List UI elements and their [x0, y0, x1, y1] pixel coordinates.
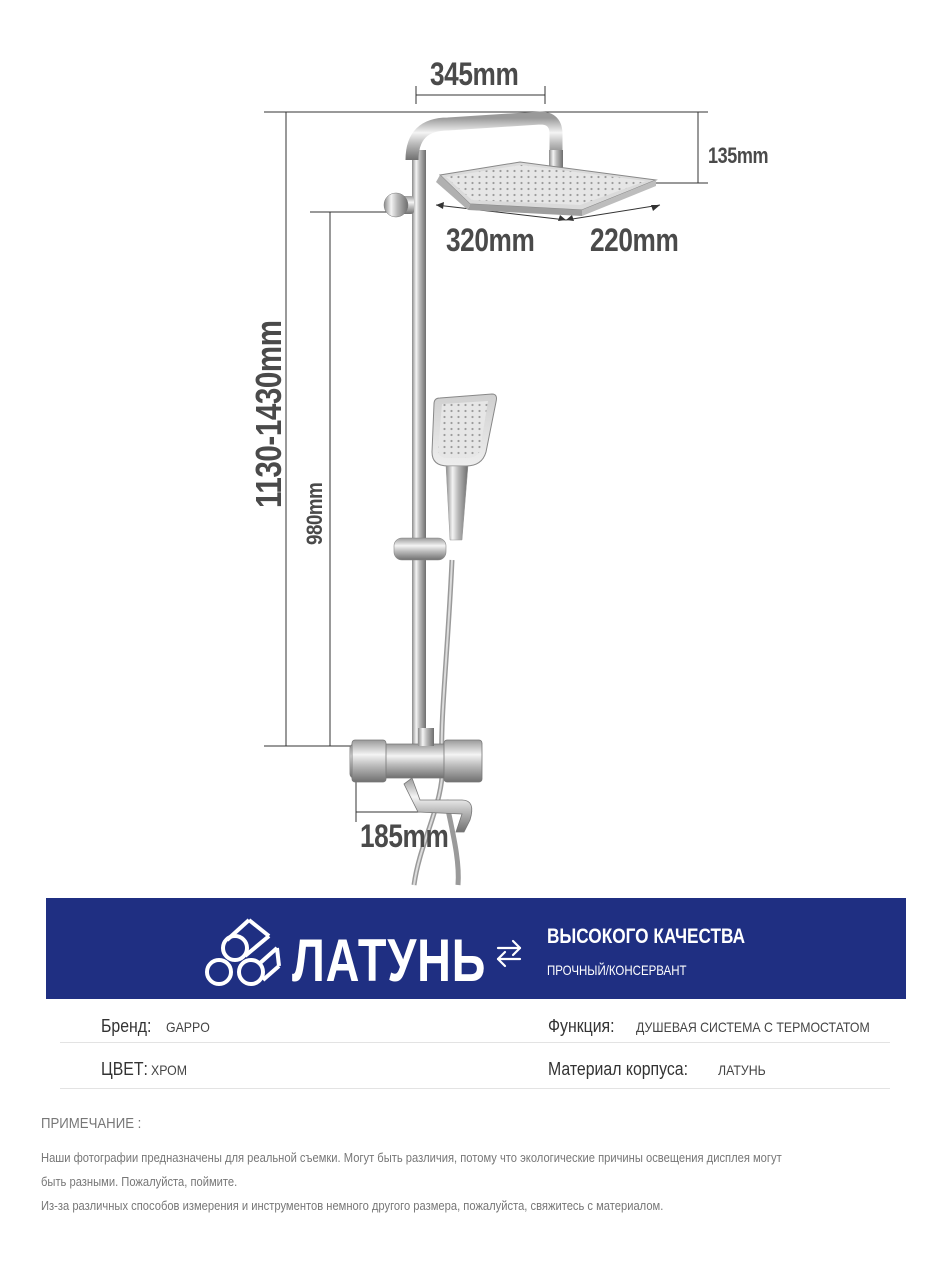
depth-dimension-label: 135mm	[708, 143, 769, 168]
note-line-3: Из-за различных способов измерения и инструментов немного другого размера, пожалуйста, свяжитесь с материалом.	[41, 1198, 664, 1213]
hand-shower	[432, 394, 497, 540]
rain-shower-head	[436, 162, 656, 216]
banner-quality-text: ВЫСОКОГО КАЧЕСТВА	[547, 925, 746, 948]
total-height-dimension-label: 1130-1430mm	[248, 320, 289, 508]
body-material-value: ЛАТУНЬ	[718, 1062, 766, 1078]
body-material-label: Материал корпуса:	[548, 1059, 689, 1079]
color-label: ЦВЕТ:	[101, 1059, 148, 1079]
head-width-dimension-label: 220mm	[590, 222, 679, 258]
brand-value: GAPPO	[166, 1019, 210, 1035]
banner-tagline: ПРОЧНЫЙ/КОНСЕРВАНТ	[547, 962, 687, 978]
banner-material-title: ЛАТУНЬ	[292, 927, 487, 994]
color-value: ХРОМ	[151, 1062, 188, 1078]
brass-pipes-icon	[205, 914, 283, 990]
spec-divider	[60, 1042, 890, 1043]
head-length-dimension-label: 320mm	[446, 222, 535, 258]
function-value: ДУШЕВАЯ СИСТЕМА С ТЕРМОСТАТОМ	[636, 1019, 870, 1035]
bar-height-dimension-label: 980mm	[302, 482, 327, 545]
riser-pipe	[412, 150, 426, 750]
slide-holder	[394, 538, 446, 560]
swap-arrows-icon	[494, 937, 524, 969]
spec-divider-bottom	[60, 1088, 890, 1089]
note-line-1: Наши фотографии предназначены для реальной съемки. Могут быть различия, потому что экологические причины освещения дисплея могут	[41, 1150, 782, 1165]
note-title: ПРИМЕЧАНИЕ :	[41, 1115, 142, 1132]
function-label: Функция:	[548, 1016, 615, 1036]
spout-length-dimension-label: 185mm	[360, 818, 449, 854]
width-dimension-label: 345mm	[430, 56, 519, 92]
brand-label: Бренд:	[101, 1016, 152, 1036]
overhead-arm	[412, 118, 556, 160]
note-line-2: быть разными. Пожалуйста, поймите.	[41, 1174, 238, 1189]
